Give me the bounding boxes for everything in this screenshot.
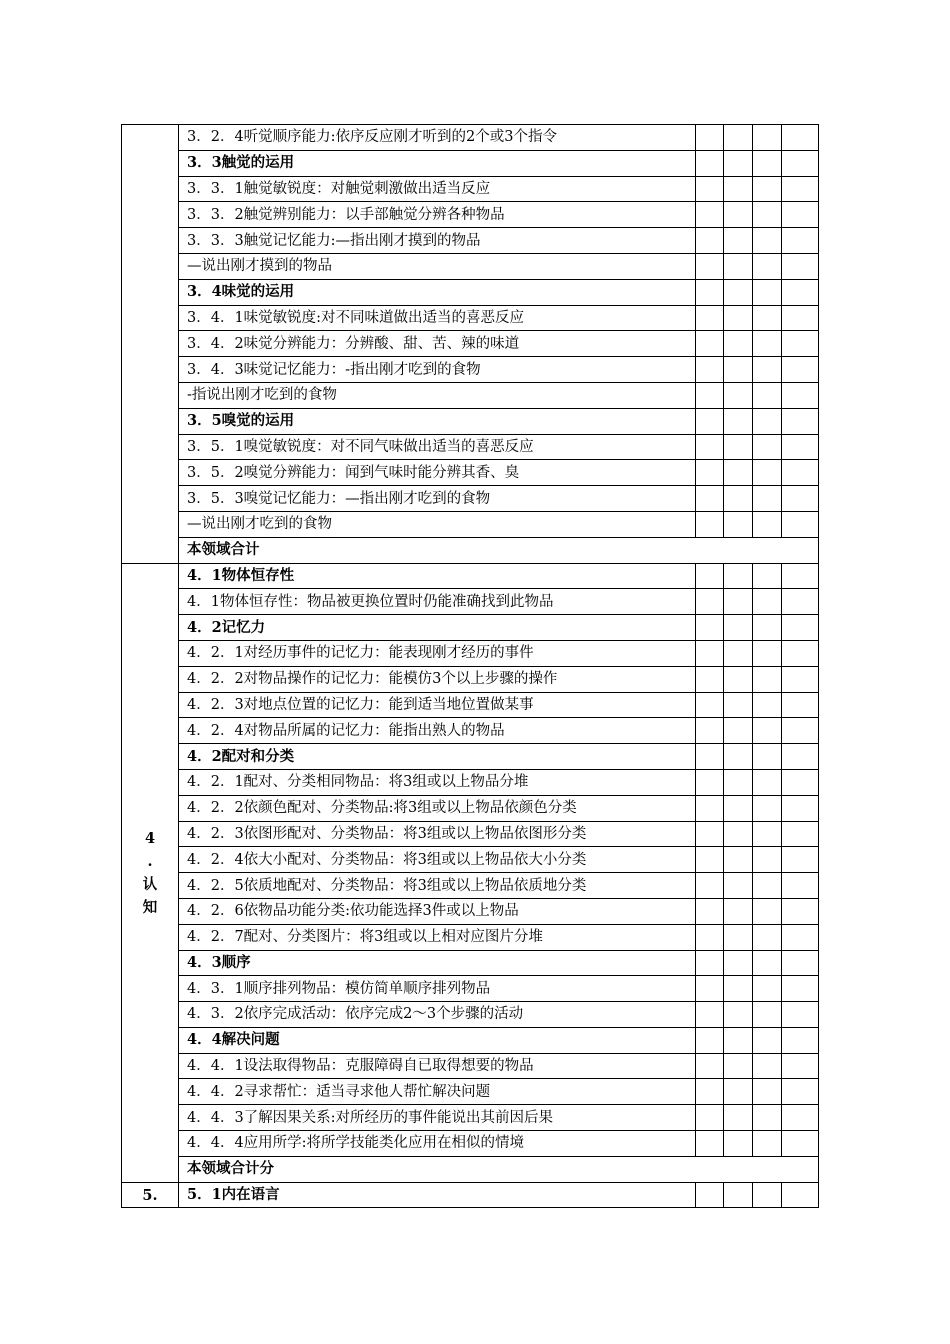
domain-label-char: 认 [142,875,158,893]
score-cell-3[interactable] [753,253,782,279]
assessment-table-body [122,125,819,1208]
score-cell-4[interactable] [782,253,819,279]
score-cell-1[interactable] [696,382,724,408]
score-cell-3[interactable] [753,176,782,202]
score-cell-4[interactable] [782,873,819,899]
score-cell-1[interactable] [696,873,724,899]
score-cell-4[interactable] [782,589,819,615]
score-cell-2[interactable] [724,563,753,589]
item-row [122,253,819,279]
item-text: 4．2．2对物品操作的记忆力：能模仿3个以上步骤的操作 [179,666,696,692]
score-cell-4[interactable] [782,847,819,873]
score-cell-2[interactable] [724,202,753,228]
item-row [122,1131,819,1157]
category-title: 5．1内在语言 [179,1182,696,1208]
score-cell-1[interactable] [696,1105,724,1131]
score-cell-4[interactable] [782,331,819,357]
score-cell-1[interactable] [696,1079,724,1105]
score-cell-3[interactable] [753,511,782,537]
score-cell-4[interactable] [782,382,819,408]
score-cell-4[interactable] [782,795,819,821]
score-cell-4[interactable] [782,1053,819,1079]
score-cell-1[interactable] [696,589,724,615]
score-cell-1[interactable] [696,1131,724,1157]
score-cell-4[interactable] [782,1002,819,1028]
item-text: 3．5．1嗅觉敏锐度：对不同气味做出适当的喜恶反应 [179,434,696,460]
score-cell-2[interactable] [724,821,753,847]
score-cell-1[interactable] [696,666,724,692]
score-cell-2[interactable] [724,1105,753,1131]
item-row [122,640,819,666]
item-text: 4．4．4应用所学:将所学技能类化应用在相似的情境 [179,1131,696,1157]
score-cell-4[interactable] [782,1079,819,1105]
item-text: 4．2．4依大小配对、分类物品：将3组或以上物品依大小分类 [179,847,696,873]
score-cell-1[interactable] [696,279,724,305]
category-row [122,615,819,641]
item-row [122,718,819,744]
item-row [122,898,819,924]
score-cell-4[interactable] [782,125,819,151]
score-cell-1[interactable] [696,692,724,718]
score-cell-3[interactable] [753,382,782,408]
category-row [122,150,819,176]
score-cell-2[interactable] [724,357,753,383]
item-row [122,1079,819,1105]
score-cell-3[interactable] [753,692,782,718]
category-title: 4．4解决问题 [179,1027,696,1053]
domain-label-char: . [147,852,153,870]
score-cell-3[interactable] [753,305,782,331]
item-row [122,486,819,512]
item-text: 4．4．1设法取得物品：克服障碍自已取得想要的物品 [179,1053,696,1079]
score-cell-2[interactable] [724,976,753,1002]
score-cell-1[interactable] [696,1027,724,1053]
score-cell-2[interactable] [724,924,753,950]
score-cell-3[interactable] [753,1079,782,1105]
score-cell-3[interactable] [753,202,782,228]
score-cell-2[interactable] [724,718,753,744]
score-cell-3[interactable] [753,125,782,151]
category-row [122,950,819,976]
item-text: 4．2．7配对、分类图片：将3组或以上相对应图片分堆 [179,924,696,950]
score-cell-4[interactable] [782,1105,819,1131]
item-row [122,666,819,692]
score-cell-1[interactable] [696,331,724,357]
score-cell-3[interactable] [753,795,782,821]
item-text: —说出刚才摸到的物品 [179,253,696,279]
score-cell-1[interactable] [696,950,724,976]
item-text: 3．3．3触觉记忆能力:—指出刚才摸到的物品 [179,228,696,254]
category-row [122,744,819,770]
category-title: 4．3顺序 [179,950,696,976]
domain-total-row [122,537,819,563]
score-cell-1[interactable] [696,460,724,486]
item-text: 4．2．2依颜色配对、分类物品:将3组或以上物品依颜色分类 [179,795,696,821]
score-cell-4[interactable] [782,1027,819,1053]
score-cell-3[interactable] [753,1053,782,1079]
item-text: 4．1物体恒存性：物品被更换位置时仍能准确找到此物品 [179,589,696,615]
score-cell-2[interactable] [724,873,753,899]
score-cell-1[interactable] [696,769,724,795]
score-cell-4[interactable] [782,228,819,254]
score-cell-4[interactable] [782,486,819,512]
item-row [122,460,819,486]
category-title: 4．2配对和分类 [179,744,696,770]
score-cell-3[interactable] [753,589,782,615]
score-cell-2[interactable] [724,408,753,434]
item-text: 4．4．3了解因果关系:对所经历的事件能说出其前因后果 [179,1105,696,1131]
score-cell-2[interactable] [724,279,753,305]
score-cell-2[interactable] [724,795,753,821]
score-cell-4[interactable] [782,357,819,383]
score-cell-1[interactable] [696,202,724,228]
item-text: -指说出刚才吃到的食物 [179,382,696,408]
item-text: 3．3．1触觉敏锐度：对触觉刺激做出适当反应 [179,176,696,202]
item-row [122,1002,819,1028]
score-cell-1[interactable] [696,357,724,383]
domain-label-cell [122,125,179,564]
score-cell-2[interactable] [724,1079,753,1105]
score-cell-1[interactable] [696,718,724,744]
item-row [122,382,819,408]
score-cell-2[interactable] [724,950,753,976]
score-cell-3[interactable] [753,950,782,976]
score-cell-3[interactable] [753,976,782,1002]
score-cell-3[interactable] [753,228,782,254]
item-text: 3．4．1味觉敏锐度:对不同味道做出适当的喜恶反应 [179,305,696,331]
score-cell-2[interactable] [724,1182,753,1208]
score-cell-1[interactable] [696,305,724,331]
score-cell-4[interactable] [782,976,819,1002]
item-text: 3．4．2味觉分辨能力：分辨酸、甜、苦、辣的味道 [179,331,696,357]
score-cell-3[interactable] [753,460,782,486]
domain-label-cell [122,1182,179,1208]
score-cell-2[interactable] [724,615,753,641]
score-cell-3[interactable] [753,924,782,950]
item-row [122,511,819,537]
score-cell-3[interactable] [753,821,782,847]
score-cell-4[interactable] [782,460,819,486]
score-cell-1[interactable] [696,176,724,202]
score-cell-3[interactable] [753,1002,782,1028]
score-cell-3[interactable] [753,408,782,434]
score-cell-4[interactable] [782,305,819,331]
item-text: 3．2．4听觉顺序能力:依序反应刚才听到的2个或3个指令 [179,125,696,151]
category-title: 3．5嗅觉的运用 [179,408,696,434]
category-title: 4．1物体恒存性 [179,563,696,589]
score-cell-2[interactable] [724,486,753,512]
score-cell-3[interactable] [753,357,782,383]
score-cell-4[interactable] [782,563,819,589]
score-cell-2[interactable] [724,1027,753,1053]
item-text: 4．2．3依图形配对、分类物品：将3组或以上物品依图形分类 [179,821,696,847]
score-cell-4[interactable] [782,279,819,305]
score-cell-2[interactable] [724,228,753,254]
score-cell-2[interactable] [724,382,753,408]
score-cell-2[interactable] [724,150,753,176]
score-cell-1[interactable] [696,1053,724,1079]
domain-label-cell [122,563,179,1182]
score-cell-1[interactable] [696,821,724,847]
item-row [122,847,819,873]
score-cell-3[interactable] [753,1182,782,1208]
item-text: 4．3．1顺序排列物品：模仿简单顺序排列物品 [179,976,696,1002]
item-row [122,1053,819,1079]
score-cell-2[interactable] [724,1053,753,1079]
domain-total-label: 本领域合计分 [179,1156,819,1182]
category-title: 3．4味觉的运用 [179,279,696,305]
score-cell-3[interactable] [753,279,782,305]
category-row [122,279,819,305]
score-cell-4[interactable] [782,408,819,434]
item-row [122,331,819,357]
item-text: 3．4．3味觉记忆能力：-指出刚才吃到的食物 [179,357,696,383]
item-row [122,228,819,254]
score-cell-4[interactable] [782,640,819,666]
score-cell-3[interactable] [753,1027,782,1053]
item-row [122,976,819,1002]
score-cell-4[interactable] [782,924,819,950]
score-cell-3[interactable] [753,718,782,744]
item-text: —说出刚才吃到的食物 [179,511,696,537]
score-cell-4[interactable] [782,950,819,976]
score-cell-3[interactable] [753,1105,782,1131]
item-row [122,769,819,795]
item-row [122,795,819,821]
item-row [122,357,819,383]
score-cell-3[interactable] [753,898,782,924]
item-text: 4．2．4对物品所属的记忆力：能指出熟人的物品 [179,718,696,744]
score-cell-2[interactable] [724,744,753,770]
score-cell-1[interactable] [696,150,724,176]
score-cell-2[interactable] [724,898,753,924]
item-row [122,821,819,847]
assessment-table [121,124,819,1208]
score-cell-3[interactable] [753,847,782,873]
item-row [122,125,819,151]
score-cell-1[interactable] [696,898,724,924]
score-cell-1[interactable] [696,924,724,950]
score-cell-1[interactable] [696,125,724,151]
score-cell-1[interactable] [696,1002,724,1028]
item-text: 4．2．1配对、分类相同物品：将3组或以上物品分堆 [179,769,696,795]
score-cell-2[interactable] [724,460,753,486]
item-row [122,873,819,899]
score-cell-2[interactable] [724,511,753,537]
score-cell-3[interactable] [753,615,782,641]
score-cell-3[interactable] [753,563,782,589]
score-cell-3[interactable] [753,744,782,770]
score-cell-4[interactable] [782,511,819,537]
category-row [122,1027,819,1053]
score-cell-4[interactable] [782,150,819,176]
score-cell-1[interactable] [696,744,724,770]
score-cell-2[interactable] [724,769,753,795]
score-cell-1[interactable] [696,228,724,254]
item-row [122,434,819,460]
category-row [122,408,819,434]
score-cell-4[interactable] [782,666,819,692]
score-cell-3[interactable] [753,434,782,460]
score-cell-4[interactable] [782,434,819,460]
score-cell-1[interactable] [696,434,724,460]
item-row [122,692,819,718]
score-cell-3[interactable] [753,486,782,512]
score-cell-1[interactable] [696,640,724,666]
score-cell-1[interactable] [696,615,724,641]
score-cell-2[interactable] [724,847,753,873]
category-title: 4．2记忆力 [179,615,696,641]
domain-total-row [122,1156,819,1182]
score-cell-4[interactable] [782,615,819,641]
item-text: 4．2．1对经历事件的记忆力：能表现刚才经历的事件 [179,640,696,666]
score-cell-1[interactable] [696,795,724,821]
score-cell-4[interactable] [782,1182,819,1208]
score-cell-4[interactable] [782,1131,819,1157]
domain-label-char: 5. [142,1186,158,1204]
score-cell-2[interactable] [724,666,753,692]
item-row [122,202,819,228]
score-cell-4[interactable] [782,692,819,718]
score-cell-2[interactable] [724,331,753,357]
score-cell-3[interactable] [753,666,782,692]
item-text: 4．3．2依序完成活动：依序完成2～3个步骤的活动 [179,1002,696,1028]
score-cell-3[interactable] [753,640,782,666]
score-cell-3[interactable] [753,873,782,899]
item-text: 3．3．2触觉辨别能力：以手部触觉分辨各种物品 [179,202,696,228]
score-cell-2[interactable] [724,176,753,202]
score-cell-2[interactable] [724,1131,753,1157]
score-cell-4[interactable] [782,769,819,795]
score-cell-1[interactable] [696,1182,724,1208]
category-row [122,1182,819,1208]
domain-label-char: 知 [142,898,158,916]
score-cell-2[interactable] [724,253,753,279]
score-cell-2[interactable] [724,589,753,615]
score-cell-1[interactable] [696,486,724,512]
score-cell-1[interactable] [696,253,724,279]
item-text: 4．4．2寻求帮忙：适当寻求他人帮忙解决问题 [179,1079,696,1105]
score-cell-1[interactable] [696,511,724,537]
score-cell-2[interactable] [724,640,753,666]
category-title: 3．3触觉的运用 [179,150,696,176]
domain-total-label: 本领域合计 [179,537,819,563]
item-row [122,924,819,950]
item-text: 4．2．5依质地配对、分类物品：将3组或以上物品依质地分类 [179,873,696,899]
score-cell-3[interactable] [753,769,782,795]
score-cell-3[interactable] [753,1131,782,1157]
score-cell-1[interactable] [696,408,724,434]
item-text: 4．2．6依物品功能分类:依功能选择3件或以上物品 [179,898,696,924]
score-cell-3[interactable] [753,150,782,176]
item-text: 3．5．3嗅觉记忆能力：—指出刚才吃到的食物 [179,486,696,512]
category-row [122,563,819,589]
score-cell-2[interactable] [724,692,753,718]
score-cell-4[interactable] [782,718,819,744]
score-cell-2[interactable] [724,125,753,151]
item-text: 3．5．2嗅觉分辨能力：闻到气味时能分辨其香、臭 [179,460,696,486]
score-cell-4[interactable] [782,202,819,228]
score-cell-4[interactable] [782,821,819,847]
item-row [122,1105,819,1131]
score-cell-2[interactable] [724,434,753,460]
score-cell-4[interactable] [782,744,819,770]
score-cell-4[interactable] [782,176,819,202]
score-cell-2[interactable] [724,1002,753,1028]
item-row [122,176,819,202]
score-cell-4[interactable] [782,898,819,924]
item-row [122,305,819,331]
score-cell-3[interactable] [753,331,782,357]
score-cell-2[interactable] [724,305,753,331]
item-text: 4．2．3对地点位置的记忆力：能到适当地位置做某事 [179,692,696,718]
score-cell-1[interactable] [696,847,724,873]
domain-label-char: 4 [144,829,156,847]
score-cell-1[interactable] [696,976,724,1002]
item-row [122,589,819,615]
score-cell-1[interactable] [696,563,724,589]
